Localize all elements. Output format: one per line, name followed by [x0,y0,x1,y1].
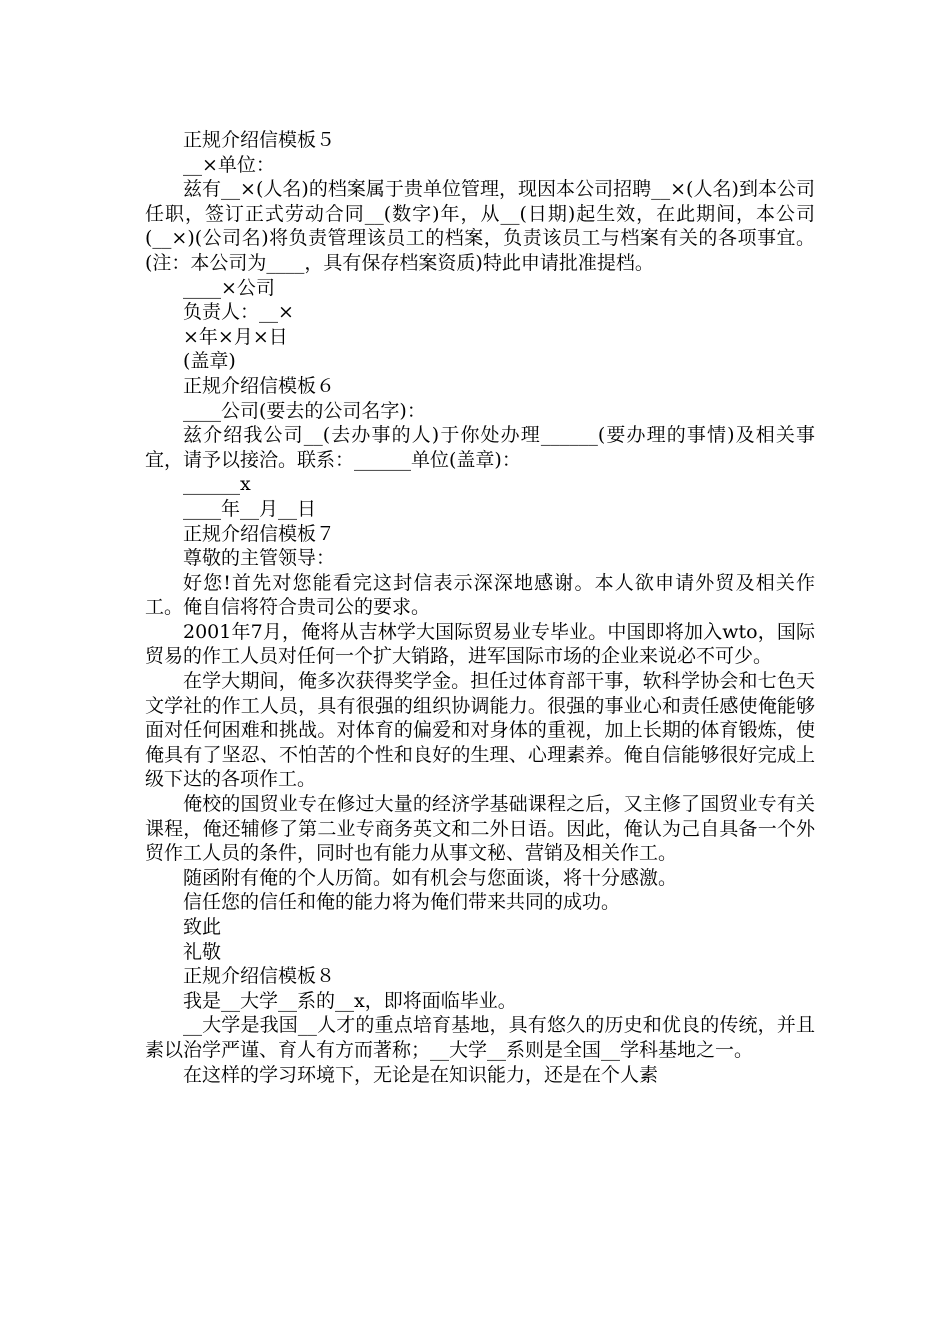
template-7-closing-1: 致此 [183,916,222,938]
template-7-greeting: 尊敬的主管领导： [183,547,336,570]
template-6-date: ____年__月__日 [183,497,317,520]
template-7-paragraph-4: 俺校的国贸业专在修过大量的经济学基础课程之后，又主修了国贸业专有关课程，俺还辅修了第二业专商务英文和二外日语。因此，俺认为己自具备一个外贸作工人员的条件，同时也有能力从事文秘、营销及相关作工。 [145,793,815,865]
template-7-paragraph-6: 信任您的信任和俺的能力将为俺们带来共同的成功。 [183,891,621,914]
template-6-signature: ______x [183,473,251,496]
document-page [145,128,815,1087]
template-5-company: ____×公司 [183,276,275,299]
template-6-recipient: ____公司(要去的公司名字)： [183,399,426,422]
template-5-body: 兹有__×(人名)的档案属于贵单位管理，现因本公司招聘__×(人名)到本公司任职，签订正式劳动合同__(数字)年，从__(日期)起生效，在此期间，本公司(__×)(公司名)将负责管理该员工的档案，负责该员工与档案有关的各项事宜。(注：本公司为____，具有保存档案资质)特此申请批准提档。 [145,178,815,274]
template-6-title: 正规介绍信模板６ [183,374,336,397]
template-7-paragraph-1: 好您!首先对您能看完这封信表示深深地感谢。本人欲申请外贸及相关作工。俺自信将符合贵司公的要求。 [145,571,815,619]
template-5-date: ×年×月×日 [183,325,288,348]
template-5-person: 负责人：__× [183,301,294,324]
template-8-paragraph-1: 我是__大学__系的__x，即将面临毕业。 [183,989,517,1012]
template-7-paragraph-2: 2001年7月，俺将从吉林学大国际贸易业专毕业。中国即将加入wto，国际贸易的作工人员对任何一个扩大销路，进军国际市场的企业来说必不可少。 [145,620,815,668]
template-5-seal: (盖章) [183,350,236,373]
template-7-paragraph-3: 在学大期间，俺多次获得奖学金。担任过体育部干事，软科学协会和七色天文学社的作工人员，具有很强的组织协调能力。很强的事业心和责任感使俺能够面对任何困难和挑战。对体育的偏爱和对身体的重视，加上长期的体育锻炼，使俺具有了坚忍、不怕苦的个性和良好的生理、心理素养。俺自信能够很好完成上级下达的各项作工。 [145,670,815,791]
template-7-paragraph-5: 随函附有俺的个人历简。如有机会与您面谈，将十分感激。 [183,866,678,889]
template-7-title: 正规介绍信模板７ [183,522,336,545]
template-5-recipient: __×单位： [183,153,275,176]
template-6-body: 兹介绍我公司__(去办事的人)于你处办理______(要办理的事情)及相关事宜，请予以接洽。联系：______单位(盖章)： [145,424,815,471]
template-5-title: 正规介绍信模板５ [183,129,336,151]
template-8-paragraph-3: 在这样的学习环境下，无论是在知识能力，还是在个人素 [183,1063,659,1086]
template-7-closing-2: 礼敬 [183,940,222,963]
template-8-paragraph-2: __大学是我国__人才的重点培育基地，具有悠久的历史和优良的传统，并且素以治学严谨、育人有方而著称；__大学__系则是全国__学科基地之一。 [145,1014,815,1061]
template-8-title: 正规介绍信模板８ [183,965,336,988]
